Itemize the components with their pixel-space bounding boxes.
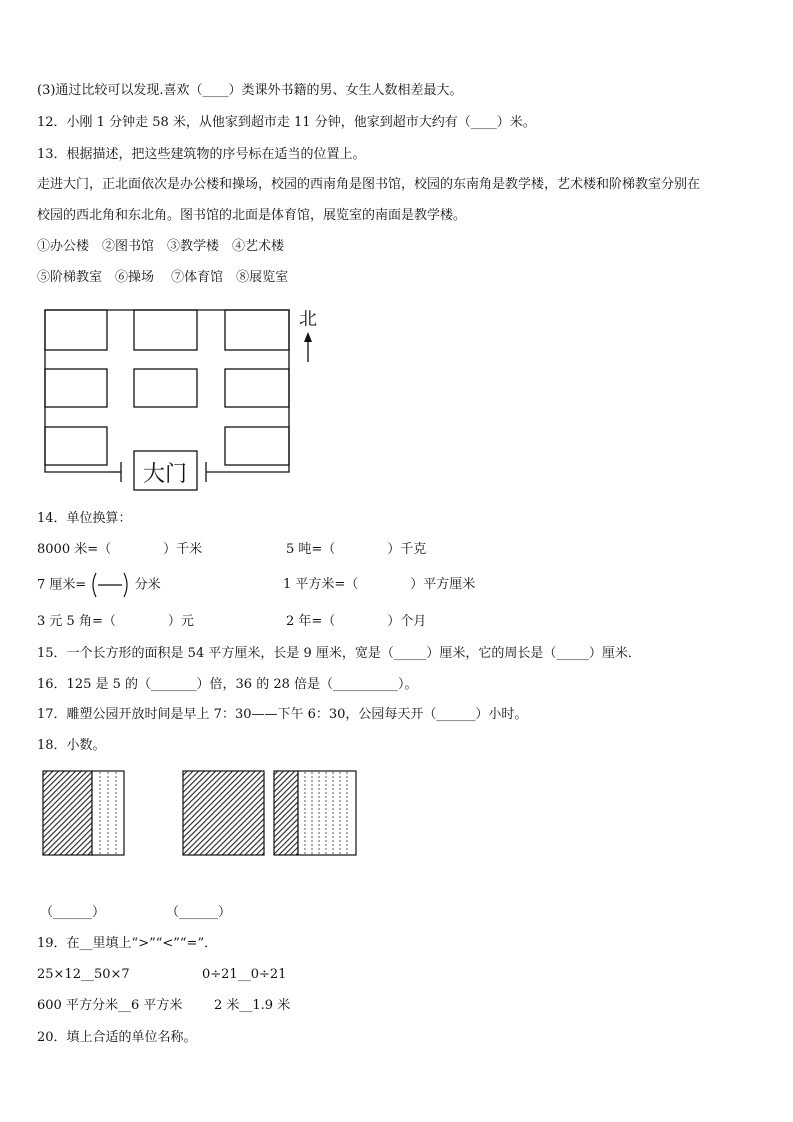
q11-part3: (3)通过比较可以发现.喜欢（____）类课外书籍的男、女生人数相差最大。 [37,83,463,98]
building-n [134,310,197,350]
q14-e: 3 元 5 角=（ ）元 [37,614,194,629]
q15: 15．一个长方形的面积是 54 平方厘米，长是 9 厘米，宽是（_____）厘米，它的周长是（_____）厘米． [37,646,641,661]
q13-options-2: ⑤阶梯教室 ⑥操场 ⑦体育馆 ⑧展览室 [37,270,289,285]
building-w [45,369,107,407]
campus-map [38,300,328,500]
building-nw [45,310,107,350]
building-e [225,369,289,407]
q13-title: 13．根据描述，把这些建筑物的序号标在适当的位置上。 [37,147,366,162]
q14-f: 2 年=（ ）个月 [286,614,427,629]
q13-desc-1: 走进大门，正北面依次是办公楼和操场，校园的西南角是图书馆，校园的东南角是教学楼，艺术楼和阶梯教室分别在 [37,177,701,192]
q13-desc-2: 校园的西北角和东北角。图书馆的北面是体育馆，展览室的南面是教学楼。 [37,208,467,223]
q19-c: 600 平方分米__6 平方米 [37,998,183,1013]
decimal-figure-2 [182,770,360,858]
q14-c-suffix: 分米 [134,577,161,593]
fraction-blank-icon [90,571,130,599]
q19-title: 19．在__里填上“>”“<”“=”． [37,936,218,951]
q16: 16．125 是 5 的（_______）倍，36 的 28 倍是（__________）。 [37,677,418,692]
q13-options-1: ①办公楼 ②图书馆 ③教学楼 ④艺术楼 [37,239,285,254]
building-center [134,369,197,407]
building-sw [45,427,107,465]
q19-b: 0÷21__0÷21 [202,967,287,982]
q19-d: 2 米__1.9 米 [214,998,291,1013]
decimal-figure-1 [42,770,126,858]
q17: 17．雕塑公园开放时间是早上 7：30——下午 6：30，公园每天开（______）小时。 [37,707,528,722]
q18-blank-2: （______） [166,905,232,920]
q18-title: 18．小数。 [37,738,106,753]
q14-c-prefix: 7 厘米= [37,577,87,593]
campus-boundary [45,310,289,472]
gate-label: 大门 [142,462,188,487]
q12: 12．小刚 1 分钟走 58 米，从他家到超市走 11 分钟，他家到超市大约有（____）米。 [37,115,536,130]
q19-a: 25×12__50×7 [37,967,130,982]
building-se [225,427,289,465]
q14-c [37,577,161,594]
q14-title: 14．单位换算： [37,511,132,526]
q14-a: 8000 米=（ ）千米 [37,542,203,557]
q18-blank-1: （______） [40,905,106,920]
q14-b: 5 吨=（ ）千克 [286,542,427,557]
north-label: 北 [299,309,317,330]
q20: 20．填上合适的单位名称。 [37,1030,197,1045]
q14-d: 1 平方米=（ ）平方厘米 [283,577,476,592]
north-arrowhead-icon [304,332,312,342]
building-ne [225,310,289,350]
